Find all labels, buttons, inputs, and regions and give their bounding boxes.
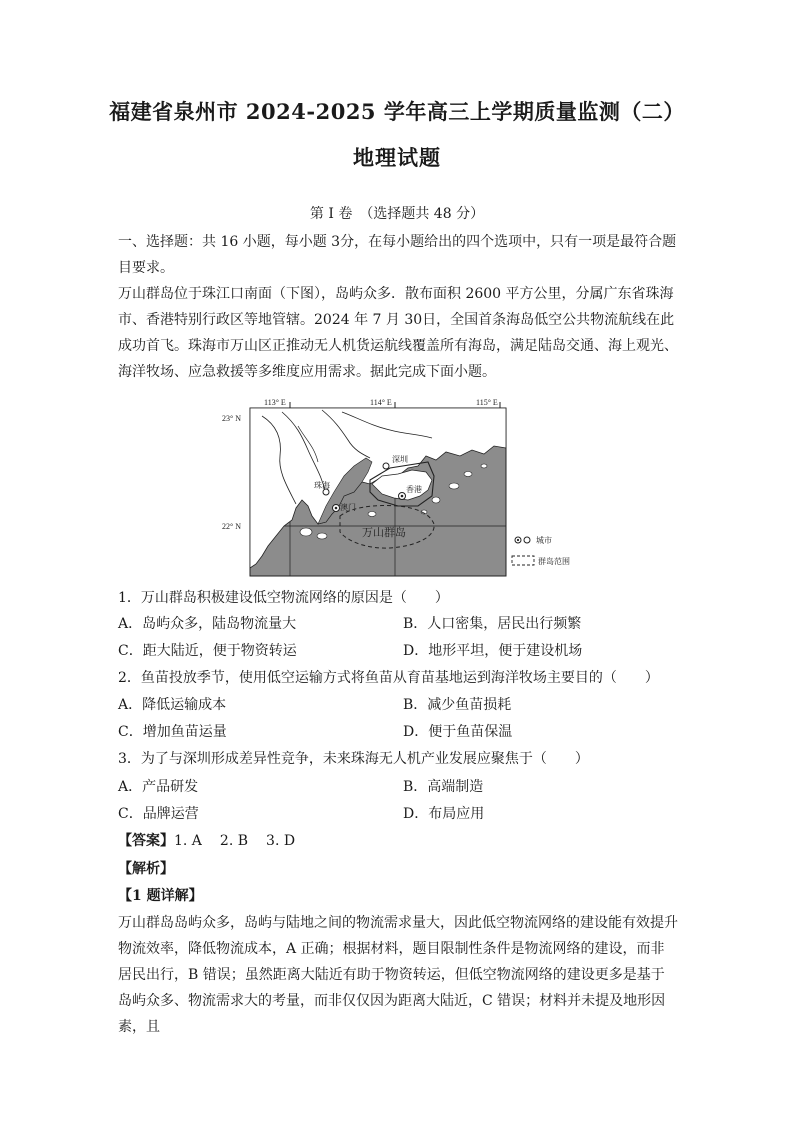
place-label-shenzhen: 深圳 — [392, 455, 408, 464]
question-3-stem: 3．为了与深圳形成差异性竞争，未来珠海无人机产业发展应聚焦于（ ） — [118, 751, 589, 767]
place-label-zhuhai: 珠海 — [314, 481, 330, 490]
question-2-option-b[interactable]: B．减少鱼苗损耗 — [403, 697, 512, 713]
explanation-paragraph: 万山群岛岛屿众多，岛屿与陆地之间的物流需求量大，因此低空物流网络的建设能有效提升物流效率，降低物流成本，A 正确；根据材料，题目限制性条件是物流网络的建设，而非居民出行，B 错误；虽然距离大陆近有助于物资转运，但低空物流网络的建设更多是基于岛屿众多、物流需求大的考量，而非仅仅因为距离大陆近，C 错误；材料并未提及地形因素，且 — [118, 915, 678, 1035]
question-1-option-b[interactable]: B．人口密集，居民出行频繁 — [403, 616, 582, 632]
lat-label-23: 23° N — [222, 414, 241, 423]
question-3-option-b[interactable]: B．高端制造 — [403, 779, 484, 795]
question-3-option-a[interactable]: A．产品研发 — [118, 779, 199, 795]
place-label-macau: 澳门 — [340, 503, 356, 512]
section-heading: 第 I 卷 （选择题共 48 分） — [309, 206, 485, 222]
question-2-stem: 2．鱼苗投放季节，使用低空运输方式将鱼苗从育苗基地运到海洋牧场主要目的（ ） — [118, 670, 659, 686]
legend-city-label: 城市 — [536, 536, 552, 545]
question-2-option-a[interactable]: A．降低运输成本 — [118, 697, 227, 713]
question-2-option-d[interactable]: D．便于鱼苗保温 — [403, 724, 513, 740]
place-label-wanshan: 万山群岛 — [362, 526, 406, 539]
question-1-option-c[interactable]: C．距大陆近，便于物资转运 — [118, 643, 297, 659]
answer-item-2: 2. B — [219, 833, 249, 849]
exam-subject-title: 地理试题 — [353, 145, 441, 170]
answer-label: 【答案】 — [118, 833, 174, 849]
exam-title: 福建省泉州市 2024-2025 学年高三上学期质量监测（二） — [109, 99, 685, 124]
lat-label-22: 22° N — [222, 522, 241, 531]
question-1-option-a[interactable]: A．岛屿众多，陆岛物流量大 — [118, 616, 297, 632]
answer-item-3: 3. D — [266, 833, 296, 849]
question-3-option-d[interactable]: D．布局应用 — [403, 806, 485, 822]
answer-line — [118, 828, 295, 854]
question-3-option-c[interactable]: C．品牌运营 — [118, 806, 199, 822]
lon-label-113: 113° E — [264, 398, 286, 407]
city-marker-shenzhen — [383, 463, 389, 469]
question-1-detail-label: 【1 题详解】 — [118, 888, 203, 904]
legend-range-label: 群岛范围 — [538, 557, 570, 566]
wanshan-islands-map — [222, 396, 584, 582]
instructions-paragraph: 一、选择题：共 16 小题，每小题 3分，在每小题给出的四个选项中，只有一项是最符合题目要求。 — [118, 234, 677, 276]
lon-label-114: 114° E — [370, 398, 392, 407]
answer-item-1: 1. A — [174, 833, 202, 849]
lon-label-115: 115° E — [476, 398, 498, 407]
question-2-option-c[interactable]: C．增加鱼苗运量 — [118, 724, 227, 740]
question-1-stem: 1．万山群岛积极建设低空物流网络的原因是（ ） — [118, 590, 449, 606]
place-label-hongkong: 香港 — [406, 485, 422, 494]
material-paragraph: 万山群岛位于珠江口南面（下图），岛屿众多．散布面积 2600 平方公里，分属广东省珠海市、香港特别行政区等地管辖。2024 年 7 月 30日，全国首条海岛低空公共物流航线在此成功首飞。珠海市万山区正推动无人机货运航线覆盖所有海岛，满足陆岛交通、海上观光、海洋牧场、应急救援等多维度应用需求。据此完成下面小题。 — [118, 286, 678, 380]
legend-range-icon — [512, 556, 534, 565]
question-1-option-d[interactable]: D．地形平坦，便于建设机场 — [403, 643, 583, 659]
analysis-label: 【解析】 — [118, 861, 174, 877]
